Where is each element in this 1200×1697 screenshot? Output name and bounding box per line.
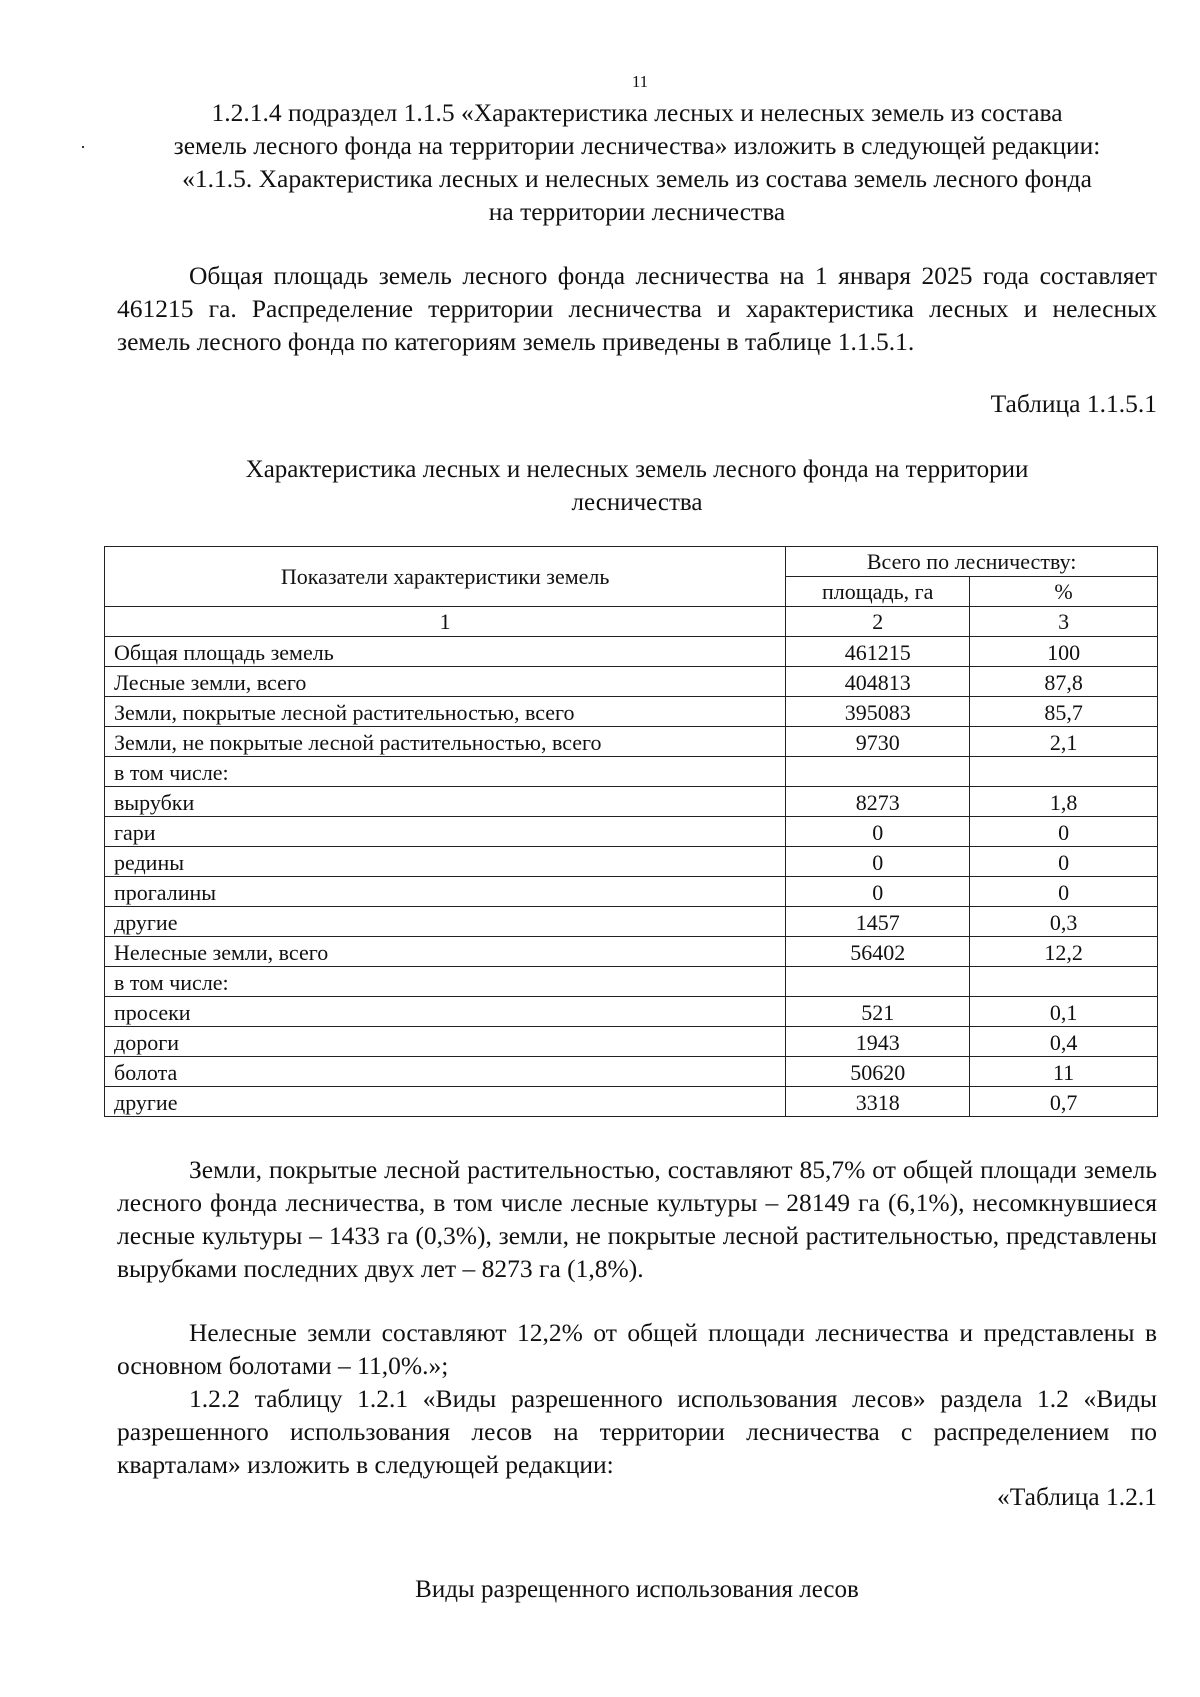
table-row [105,937,1158,967]
intro-line: на территории лесничества [488,197,786,226]
row-area: 1943 [786,1027,970,1057]
column-number: 2 [786,607,970,637]
table2-title: Виды разрещенного использования лесов [415,1576,859,1603]
table-label: Таблица 1.1.5.1 [990,389,1157,418]
row-percent: 2,1 [970,727,1158,757]
row-area: 3318 [786,1087,970,1117]
row-area [786,757,970,787]
row-label: Земли, покрытые лесной растительностью, всего [105,697,786,727]
header-indicator: Показатели характеристики земель [105,547,786,607]
row-label: другие [105,907,786,937]
row-area [786,967,970,997]
row-percent: 0 [970,817,1158,847]
amendment-intro [117,96,1157,228]
column-number: 1 [105,607,786,637]
row-label: прогалины [105,877,786,907]
scan-dot [82,146,84,148]
row-percent: 85,7 [970,697,1158,727]
row-area: 395083 [786,697,970,727]
table-row [105,727,1158,757]
row-label: Общая площадь земель [105,637,786,667]
row-percent: 0,4 [970,1027,1158,1057]
row-label: вырубки [105,787,786,817]
row-percent: 1,8 [970,787,1158,817]
row-label: Лесные земли, всего [105,667,786,697]
row-label: в том числе: [105,967,786,997]
forest-cover-paragraph: Земли, покрытые лесной растительностью, составляют 85,7% от общей площади земель лесного фонда лесничества, в том числе лесные культуры – 28149 га (6,1%), несомкнувшиеся лесные культуры – 1433 га (0,3%), земли, не покрытые лесной растительностью, представлены вырубками последних двух лет – 8273 га (1,8%). [117,1155,1157,1283]
table-row [105,697,1158,727]
page-number: 11 [631,72,649,91]
header-percent: % [970,577,1158,607]
row-area: 1457 [786,907,970,937]
total-area-paragraph: Общая площадь земель лесного фонда лесничества на 1 января 2025 года составляет 461215 га. Распределение территории лесничества и характеристика лесных и нелесных земель лесного фонда по категориям земель приведены в таблице 1.1.5.1. [117,261,1157,356]
table-title-line: Характеристика лесных и нелесных земель лесного фонда на территории [245,456,1029,483]
row-percent [970,967,1158,997]
row-percent: 12,2 [970,937,1158,967]
row-percent: 0,3 [970,907,1158,937]
table-row [105,997,1158,1027]
table-row [105,907,1158,937]
row-label: Земли, не покрытые лесной растительностью, всего [105,727,786,757]
row-area: 521 [786,997,970,1027]
table-row [105,1027,1158,1057]
table-row [105,967,1158,997]
column-number: 3 [970,607,1158,637]
row-percent: 11 [970,1057,1158,1087]
table-row [105,817,1158,847]
row-percent [970,757,1158,787]
row-area: 0 [786,877,970,907]
row-percent: 0,7 [970,1087,1158,1117]
row-percent: 100 [970,637,1158,667]
row-percent: 87,8 [970,667,1158,697]
table-title-line: лесничества [571,489,703,516]
intro-line: земель лесного фонда на территории лесничества» изложить в следующей редакции: [173,131,1101,160]
row-area: 461215 [786,637,970,667]
row-label: редины [105,847,786,877]
row-area: 404813 [786,667,970,697]
row-label: дороги [105,1027,786,1057]
row-label: другие [105,1087,786,1117]
column-number-row [105,607,1158,637]
row-label: просеки [105,997,786,1027]
table-row [105,757,1158,787]
table-row [105,1087,1158,1117]
table2-label: «Таблица 1.2.1 [996,1482,1157,1511]
header-group: Всего по лесничеству: [786,547,1158,577]
row-percent: 0,1 [970,997,1158,1027]
table-row [105,847,1158,877]
header-area: площадь, га [786,577,970,607]
row-label: болота [105,1057,786,1087]
row-label: в том числе: [105,757,786,787]
amendment-paragraph: 1.2.2 таблицу 1.2.1 «Виды разрешенного использования лесов» раздела 1.2 «Виды разрешенного использования лесов на территории лесничества с распределением по кварталам» изложить в следующей редакции: [117,1384,1157,1479]
row-label: гари [105,817,786,847]
table-header-row [105,547,1158,577]
non-forest-paragraph: Нелесные земли составляют 12,2% от общей площади лесничества и представлены в основном болотами – 11,0%.»; [117,1318,1157,1380]
table-row [105,1057,1158,1087]
table-row [105,667,1158,697]
row-percent: 0 [970,847,1158,877]
table-row [105,787,1158,817]
row-area: 0 [786,847,970,877]
row-label: Нелесные земли, всего [105,937,786,967]
row-area: 9730 [786,727,970,757]
table-row [105,877,1158,907]
row-area: 56402 [786,937,970,967]
row-area: 0 [786,817,970,847]
table-row [105,637,1158,667]
intro-line: «1.1.5. Характеристика лесных и нелесных земель из состава земель лесного фонда [182,164,1092,193]
intro-line: 1.2.1.4 подраздел 1.1.5 «Характеристика лесных и нелесных земель из состава [211,98,1063,127]
land-characteristics-table [104,546,1158,1117]
row-area: 8273 [786,787,970,817]
row-area: 50620 [786,1057,970,1087]
table-title [117,453,1157,519]
row-percent: 0 [970,877,1158,907]
